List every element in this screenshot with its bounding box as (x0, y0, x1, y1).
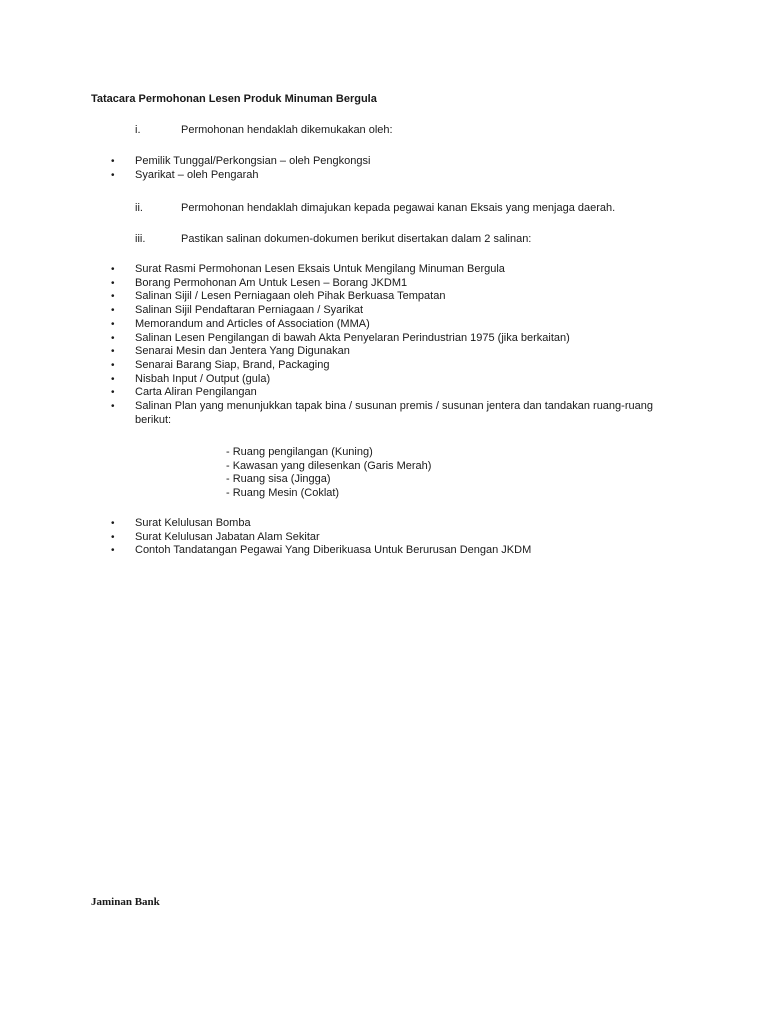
bullet-icon: • (111, 531, 115, 543)
list-item (111, 277, 681, 291)
bullet-icon: • (111, 332, 115, 344)
list-item (111, 386, 681, 400)
list-item (111, 531, 681, 545)
list-item-text: Nisbah Input / Output (gula) (135, 372, 271, 385)
list-item (111, 304, 681, 318)
list-item (111, 332, 681, 346)
list-item-text: Salinan Sijil / Lesen Perniagaan oleh Pihak Berkuasa Tempatan (135, 290, 446, 303)
list-item-text: Surat Rasmi Permohonan Lesen Eksais Untuk Mengilang Minuman Bergula (135, 263, 505, 275)
list-item (111, 359, 681, 373)
list-item (111, 169, 681, 183)
list-item (111, 263, 681, 277)
list-item-text: Surat Kelulusan Jabatan Alam Sekitar (135, 530, 320, 543)
page-title: Tatacara Permohonan Lesen Produk Minuman Bergula (91, 93, 377, 105)
list-item (111, 318, 681, 332)
list-item-text: Pemilik Tunggal/Perkongsian – oleh Pengkongsi (135, 155, 371, 167)
bullet-icon: • (111, 318, 115, 330)
list-item-text: Carta Aliran Pengilangan (135, 386, 257, 399)
bullet-icon: • (111, 156, 115, 167)
step-2-number: ii. (135, 202, 143, 214)
list-item (111, 544, 681, 558)
plan-area-list (226, 446, 431, 500)
step-2-text: Permohonan hendaklah dimajukan kepada pegawai kanan Eksais yang menjaga daerah. (181, 202, 616, 214)
step-3-number: iii. (135, 233, 146, 245)
bullet-icon: • (111, 277, 115, 289)
list-item-text: Contoh Tandatangan Pegawai Yang Diberikuasa Untuk Berurusan Dengan JKDM (135, 544, 532, 557)
applicant-list (111, 155, 681, 182)
document-list (111, 263, 681, 427)
list-item-text: Syarikat – oleh Pengarah (135, 168, 259, 181)
list-item-text: Senarai Mesin dan Jentera Yang Digunakan (135, 345, 350, 358)
list-item-text: Senarai Barang Siap, Brand, Packaging (135, 358, 330, 371)
bullet-icon: • (111, 518, 115, 529)
bullet-icon: • (111, 169, 115, 181)
bullet-icon: • (111, 346, 115, 358)
list-item (111, 155, 681, 169)
list-item-text: Salinan Sijil Pendaftaran Perniagaan / Syarikat (135, 304, 364, 317)
plan-area-item: - Ruang sisa (Jingga) (226, 473, 331, 485)
plan-area-item: - Ruang Mesin (Coklat) (226, 486, 340, 499)
step-1-number: i. (135, 124, 141, 136)
bullet-icon: • (111, 401, 115, 413)
list-item-text: Salinan Plan yang menunjukkan tapak bina / susunan premis / susunan jentera dan tandakan ruang-ruang berikut: (135, 400, 653, 426)
bullet-icon: • (111, 387, 115, 399)
list-item (111, 400, 681, 427)
list-item (111, 517, 681, 531)
bullet-icon: • (111, 291, 115, 303)
bullet-icon: • (111, 373, 115, 385)
list-item-text: Memorandum and Articles of Association (MMA) (135, 317, 370, 330)
list-item (111, 373, 681, 387)
section-heading: Jaminan Bank (91, 896, 160, 908)
bullet-icon: • (111, 545, 115, 557)
bullet-icon: • (111, 305, 115, 317)
list-item-text: Salinan Lesen Pengilangan di bawah Akta Penyelaran Perindustrian 1975 (jika berkaitan) (135, 331, 570, 344)
list-item-text: Borang Permohonan Am Untuk Lesen – Borang JKDM1 (135, 276, 408, 289)
additional-document-list (111, 517, 681, 558)
plan-area-item: - Kawasan yang dilesenkan (Garis Merah) (226, 459, 432, 472)
plan-area-item: - Ruang pengilangan (Kuning) (226, 446, 373, 458)
list-item (111, 290, 681, 304)
step-1-text: Permohonan hendaklah dikemukakan oleh: (181, 124, 393, 136)
bullet-icon: • (111, 359, 115, 371)
bullet-icon: • (111, 264, 115, 275)
step-3-text: Pastikan salinan dokumen-dokumen berikut disertakan dalam 2 salinan: (181, 233, 532, 245)
list-item-text: Surat Kelulusan Bomba (135, 517, 251, 529)
list-item (111, 345, 681, 359)
